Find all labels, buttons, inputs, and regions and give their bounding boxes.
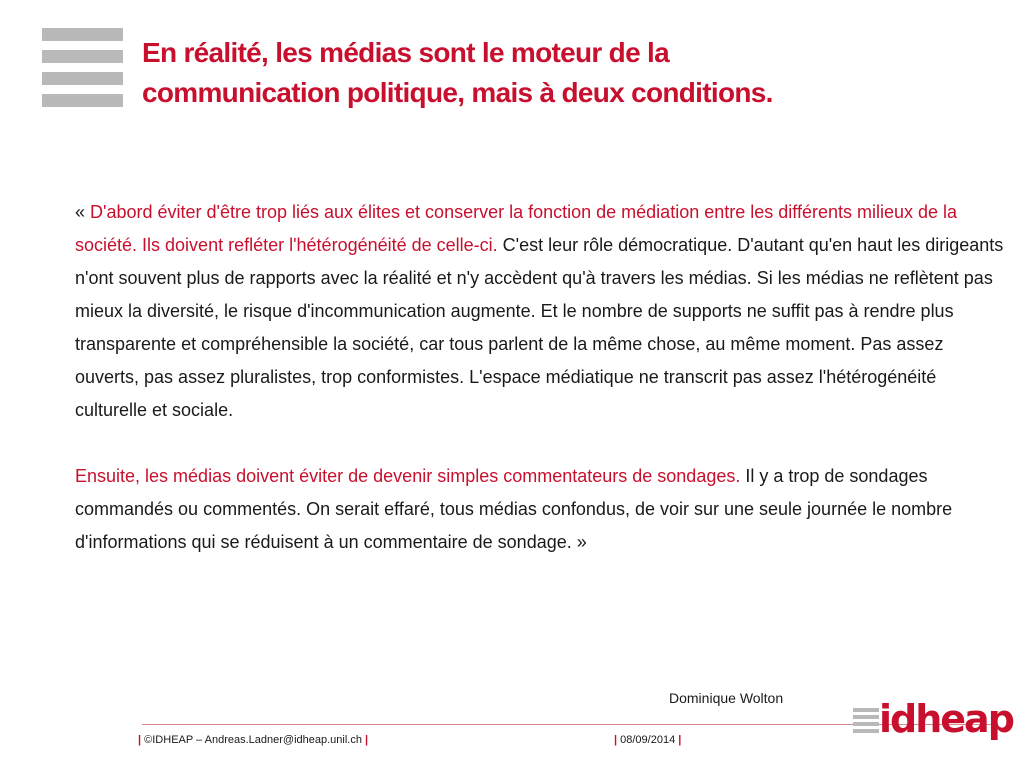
idheap-logo <box>853 697 1013 744</box>
quote-paragraph-2 <box>75 460 1005 559</box>
title-line-2: communication politique, mais à deux conditions. <box>142 77 773 108</box>
logo-stripe <box>853 722 879 726</box>
decor-bar <box>42 72 123 85</box>
footer-date <box>614 733 681 747</box>
quote-author: Dominique Wolton <box>669 690 784 706</box>
paragraph-2-text: Il y a trop de sondages commandés ou commentés. On serait effaré, tous médias confondus, de voir sur une seule journée le nombre d'informations qui se réduisent à un commentaire de sondage. » <box>75 466 953 552</box>
footer-copyright <box>138 733 368 747</box>
paragraph-1-text: C'est leur rôle démocratique. D'autant qu'en haut les dirigeants n'ont souvent plus de rapports avec la réalité et n'y accèdent qu'à travers les médias. Si les médias ne reflètent pas mieux la diversité, le risque d'incommunication augmente. Et le nombre de supports ne suffit pas à rendre plus transparente et compréhensible la société, car tous parlent de la même chose, au même moment. Pas assez ouverts, pas assez pluralistes, trop conformistes. L'espace médiatique ne transcrit pas assez l'hétérogénéité culturelle et sociale. <box>75 235 1004 420</box>
footer-pipe: | <box>614 734 618 746</box>
title-line-1: En réalité, les médias sont le moteur de la <box>142 37 669 68</box>
slide-title <box>142 33 962 113</box>
footer-pipe: | <box>138 734 142 746</box>
date-text: 08/09/2014 <box>620 734 676 746</box>
logo-wordmark: idheap <box>879 697 1013 741</box>
quote-body <box>75 196 1005 559</box>
menu-bars-decoration <box>42 28 123 108</box>
copyright-text: ©IDHEAP – Andreas.Ladner@idheap.unil.ch <box>144 734 362 746</box>
quote-paragraph-1 <box>75 196 1005 427</box>
logo-stripe <box>853 715 879 719</box>
highlight-text-1: D'abord éviter d'être trop liés aux élites et conserver la fonction de médiation entre les différents milieux de la société. Ils doivent refléter l'hétérogénéité de celle-ci. <box>75 202 958 255</box>
footer-pipe: | <box>365 734 369 746</box>
decor-bar <box>42 28 123 41</box>
logo-stripe <box>853 729 879 733</box>
footer-pipe: | <box>678 734 682 746</box>
decor-bar <box>42 50 123 63</box>
quote-open-mark: « <box>75 202 91 222</box>
logo-stripe <box>853 708 879 712</box>
decor-bar <box>42 94 123 107</box>
highlight-text-2: Ensuite, les médias doivent éviter de devenir simples commentateurs de sondages. <box>75 466 741 486</box>
